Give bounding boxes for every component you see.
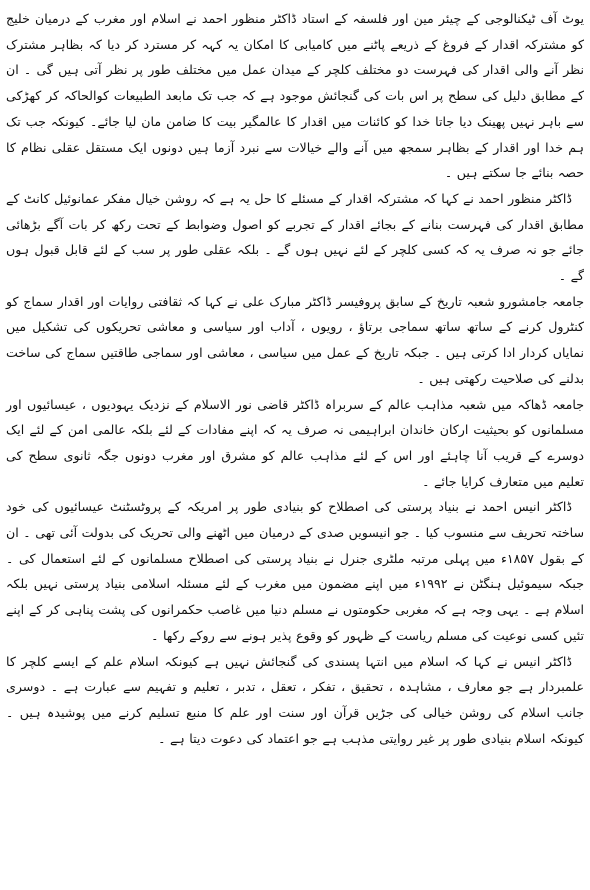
paragraph-3: جامعہ جامشورو شعبہ تاریخ کے سابق پروفیسر ڈاکٹر مبارک علی نے کہا کہ ثقافتی روایات اور اقدار سماج کو کنٹرول کرنے کے ساتھ ساتھ سماجی برتاؤ ، رویوں ، آداب اور سیاسی و معاشی تحریکوں کی تشکیل میں نمایاں کردار ادا کرتی ہیں ۔ جبکہ تاریخ کے عمل میں سیاسی ، معاشی اور سماجی طاقتیں سماج کی ساخت بدلنے کی صلاحیت رکھتی ہیں ۔ [6,293,584,386]
article-body [6,6,584,751]
paragraph-2: ڈاکٹر منظور احمد نے کہا کہ مشترکہ اقدار کے مسئلے کا حل یہ ہے کہ روشن خیال مفکر عمانوئیل کانٹ کے مطابق اقدار کی فہرست بنانے کے بجائے اقدار کے تجربے کو اصول وضوابط کے تحت رکھ کر بات آگے بڑھائی جائے جو نہ صرف یہ کہ کسی کلچر کے لئے نہیں ہوں گے ۔ بلکہ عقلی طور پر سب کے لئے قابل قبول ہوں گے ۔ [6,190,584,284]
paragraph-6: ڈاکٹر انیس نے کہا کہ اسلام میں انتہا پسندی کی گنجائش نہیں ہے کیونکہ اسلام علم کے ایسے کلچر کا علمبردار ہے جو معارف ، مشاہدہ ، تحقیق ، تفکر ، تعقل ، تدبر ، تعلیم و تفہیم سے عبارت ہے ۔ دوسری جانب اسلام کی روشن خیالی کی جڑیں قرآن اور سنت اور علم کا منبع تسلیم کرنے میں پوشیدہ ہیں ۔ کیونکہ اسلام بنیادی طور پر غیر روایتی مذہب ہے جو اعتماد کی دعوت دیتا ہے ۔ [6,653,584,746]
paragraph-4: جامعہ ڈھاکہ میں شعبہ مذاہب عالم کے سربراہ ڈاکٹر قاضی نور الاسلام کے نزدیک یہودیوں ، عیسائیوں اور مسلمانوں کو بحیثیت ارکان خاندان ابراہیمی نہ صرف یہ کہ اپنے مفادات کے لئے بلکہ عالمی امن کے لئے ایک دوسرے کے قریب آنا چاہئے اور اس کے لئے مذاہب عالم کو مشرق اور مغرب دونوں جگہ ثانوی سطح کی تعلیم میں متعارف کرایا جائے ۔ [6,396,584,489]
paragraph-5: ڈاکٹر انیس احمد نے بنیاد پرستی کی اصطلاح کو بنیادی طور پر امریکہ کے پروٹسٹنٹ عیسائیوں کی خود ساختہ تحریف سے منسوب کیا ۔ جو انیسویں صدی کے درمیان میں اٹھنے والی تحریک کی بدولت آئی تھی ۔ ان کے بقول ۱۸۵۷ء میں پہلی مرتبہ ملٹری جنرل نے بنیاد پرستی کی اصطلاح مسلمانوں کے لئے استعمال کی ۔ جبکہ سیموئیل ہنگٹن نے ۱۹۹۲ء میں اپنے مضمون میں مغرب کے لئے مسئلہ اسلامی بنیاد پرستی نہیں بلکہ اسلام ہے ۔ یہی وجہ ہے کہ مغربی حکومتوں نے مسلم دنیا میں غاصب حکمرانوں کی پشت پناہی کر کے اپنے تئیں کسی نوعیت کی مسلم ریاست کے ظہور کو وقوع پذیر ہونے سے روکے رکھا ۔ [6,499,584,643]
paragraph-1: یوٹ آف ٹیکنالوجی کے چیئر مین اور فلسفہ کے استاد ڈاکٹر منظور احمد نے اسلام اور مغرب کے درمیان خلیج کو مشترکہ اقدار کے فروغ کے ذریعے پاٹنے میں کامیابی کا امکان یہ کہہ کر مسترد کر دیا کہ بظاہر مشترک نظر آنے والی اقدار کی فہرست دو مختلف کلچر کے میدان عمل میں مختلف طور پر نظر آتی ہیں گی ۔ ان کے مطابق دلیل کی سطح پر اس بات کی گنجائش موجود ہے کہ جب تک مابعد الطبیعات کوالحاکہ کر کھڑکی سے باہر نہیں پھینک دیا جاتا خدا کو کائنات میں اقدار کا عالمگیر بیت کا ضامن مان لیا جائے۔ کیونکہ جب تک ہم خدا اور اقدار کے بظاہر سمجھ میں آنے والے خیالات سے نبرد آزما ہیں دونوں ایک مستقل عقلی نظام کا حصہ بنائے جا سکتے ہیں ۔ [6,11,584,181]
